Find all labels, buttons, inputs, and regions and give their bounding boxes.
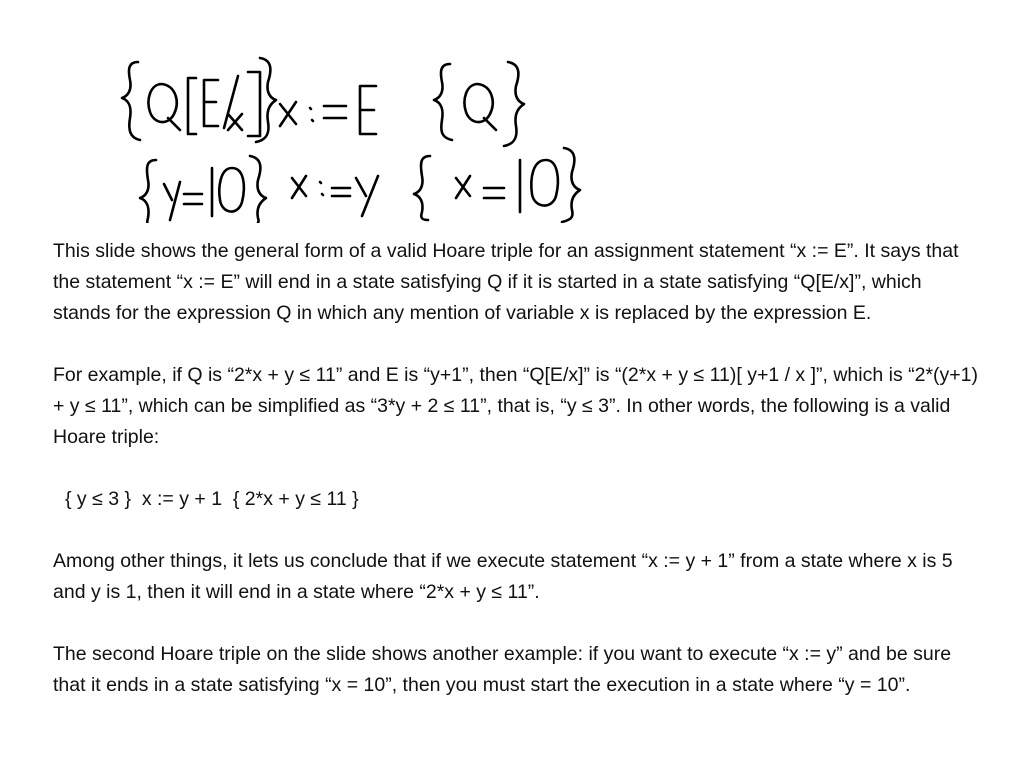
- notes-paragraph-general-form: This slide shows the general form of a valid Hoare triple for an assignment statement “x := E”. It says that the statement “x := E” will end in a state satisfying Q if it is started in a state satisfying “Q[E/x]”, which stands for the expression Q in which any mention of variable x is replaced by the expression E.: [53, 240, 959, 324]
- handwritten-formula-example: [140, 148, 580, 223]
- handwritten-formula-assignment-rule: [122, 58, 524, 146]
- handwritten-formulas-drawing: [100, 48, 620, 223]
- notes-paragraph-example: For example, if Q is “2*x + y ≤ 11” and E is “y+1”, then “Q[E/x]” is “(2*x + y ≤ 11)[ y+1 / x ]”, which is “2*(y+1) + y ≤ 11”, which can be simplified as “3*y + 2 ≤ 11”, that is, “y ≤ 3”. In other words, the following is a valid Hoare triple:: [53, 364, 979, 448]
- handwritten-formulas: [100, 48, 620, 223]
- notes-paragraph-conclusion: Among other things, it lets us conclude that if we execute statement “x := y + 1” from a state where x is 5 and y is 1, then it will end in a state where “2*x + y ≤ 11”.: [53, 550, 953, 603]
- hoare-triple-example: { y ≤ 3 } x := y + 1 { 2*x + y ≤ 11 }: [65, 488, 359, 510]
- speaker-notes: [53, 236, 978, 701]
- notes-paragraph-second-triple: The second Hoare triple on the slide shows another example: if you want to execute “x := y” and be sure that it ends in a state satisfying “x = 10”, then you must start the execution in a state where “y = 10”.: [53, 643, 952, 696]
